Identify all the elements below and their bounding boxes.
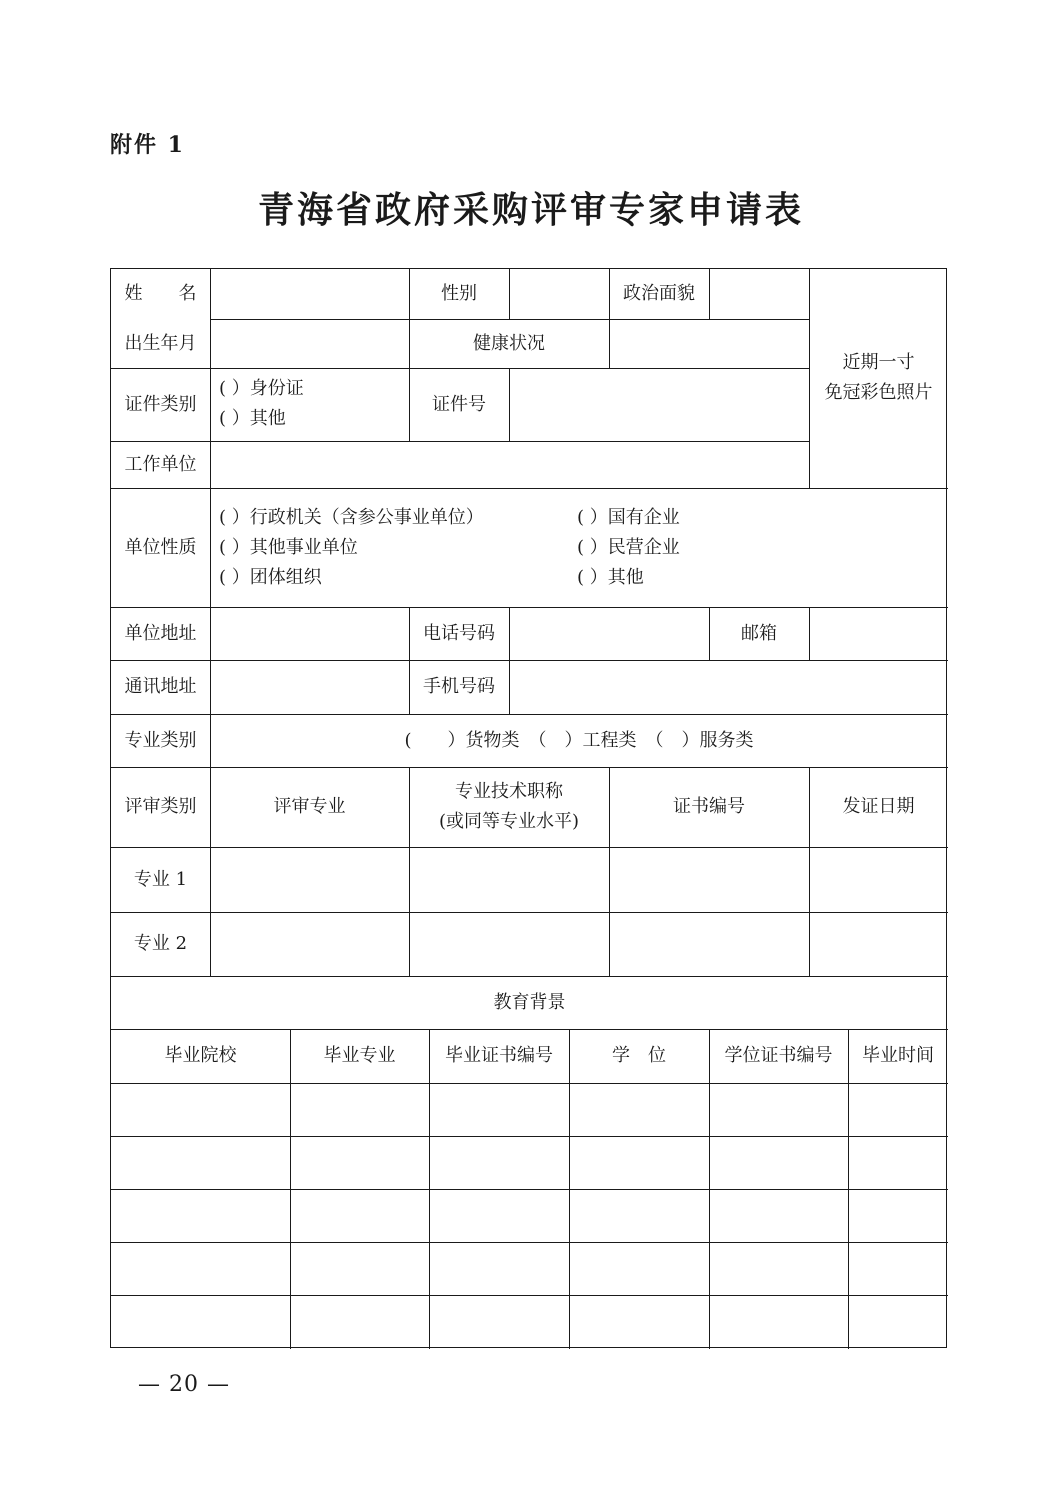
page-title: 青海省政府采购评审专家申请表	[257, 189, 804, 231]
unit-nature-options-right[interactable]	[577, 503, 680, 593]
unit-nature-options-left[interactable]	[219, 503, 484, 593]
table-rule	[111, 1136, 948, 1137]
specialty-1-label: 专业 1	[133, 868, 188, 890]
page-number: — 20 —	[138, 1372, 230, 1397]
table-rule	[111, 1295, 948, 1296]
review-category-label: 评审类别	[124, 796, 197, 817]
edu-header-degree-number: 学位证书编号	[724, 1045, 833, 1066]
id-option-idcard[interactable]: ( ）身份证	[219, 378, 304, 399]
work-unit-field[interactable]	[210, 441, 809, 488]
phone-field[interactable]	[509, 607, 709, 660]
unit-nature-option[interactable]: ( ）国有企业	[577, 507, 680, 528]
mobile-label: 手机号码	[423, 676, 495, 697]
education-section-title: 教育背景	[493, 991, 566, 1013]
id-type-options[interactable]	[219, 374, 304, 434]
edu-header-major: 毕业专业	[323, 1045, 396, 1066]
table-rule	[111, 847, 948, 848]
table-rule	[111, 912, 948, 913]
health-field[interactable]	[609, 319, 809, 368]
tech-title-header	[409, 767, 609, 847]
edu-header-school: 毕业院校	[164, 1045, 237, 1066]
mobile-field[interactable]	[509, 660, 948, 714]
id-number-field[interactable]	[509, 368, 809, 441]
health-label: 健康状况	[473, 332, 545, 354]
certificate-number-header: 证书编号	[673, 796, 745, 817]
name-label: 姓 名	[124, 283, 197, 304]
tech-title-line-1: 专业技术职称	[455, 781, 563, 802]
table-rule	[111, 1242, 948, 1243]
birth-field[interactable]	[210, 319, 409, 368]
unit-nature-label: 单位性质	[124, 536, 197, 558]
political-status-label: 政治面貌	[623, 283, 695, 304]
edu-header-graduation-date: 毕业时间	[862, 1045, 934, 1066]
photo-line-2: 免冠彩色照片	[824, 382, 933, 403]
review-specialty-header: 评审专业	[273, 796, 346, 817]
attachment-label: 附件 1	[110, 132, 185, 158]
phone-label: 电话号码	[423, 622, 495, 644]
edu-header-degree: 学 位	[612, 1045, 666, 1066]
unit-address-field[interactable]	[210, 607, 409, 660]
email-label: 邮箱	[741, 622, 777, 644]
name-field[interactable]	[210, 269, 409, 319]
birth-label: 出生年月	[124, 332, 197, 354]
work-unit-label: 工作单位	[124, 453, 197, 475]
unit-address-label: 单位地址	[124, 622, 197, 644]
edu-header-diploma-number: 毕业证书编号	[445, 1045, 553, 1066]
unit-nature-option[interactable]: ( ）团体组织	[219, 567, 322, 588]
unit-nature-option[interactable]: ( ）其他	[577, 567, 644, 588]
political-status-field[interactable]	[709, 269, 809, 319]
id-type-label: 证件类别	[124, 393, 197, 415]
issue-date-header: 发证日期	[842, 796, 915, 817]
photo-line-1: 近期一寸	[842, 352, 915, 373]
gender-label: 性别	[441, 283, 477, 304]
specialty-category-options[interactable]: ( ）货物类 （ ）工程类 （ ）服务类	[404, 729, 754, 751]
mail-address-field[interactable]	[210, 660, 409, 714]
unit-nature-option[interactable]: ( ）民营企业	[577, 537, 680, 558]
id-number-label: 证件号	[432, 393, 486, 415]
tech-title-line-2: (或同等专业水平)	[438, 811, 580, 832]
gender-field[interactable]	[509, 269, 609, 319]
table-rule	[111, 488, 948, 489]
email-field[interactable]	[809, 607, 948, 660]
id-option-other[interactable]: ( ）其他	[219, 408, 286, 429]
table-rule	[111, 1083, 948, 1084]
photo-area[interactable]	[809, 269, 948, 488]
specialty-category-label: 专业类别	[124, 729, 197, 751]
unit-nature-option[interactable]: ( ）其他事业单位	[219, 537, 358, 558]
mail-address-label: 通讯地址	[124, 676, 197, 697]
application-form-table	[110, 268, 947, 1348]
specialty-2-label: 专业 2	[133, 933, 188, 954]
unit-nature-option[interactable]: ( ）行政机关（含参公事业单位）	[219, 507, 484, 528]
table-rule	[111, 1189, 948, 1190]
